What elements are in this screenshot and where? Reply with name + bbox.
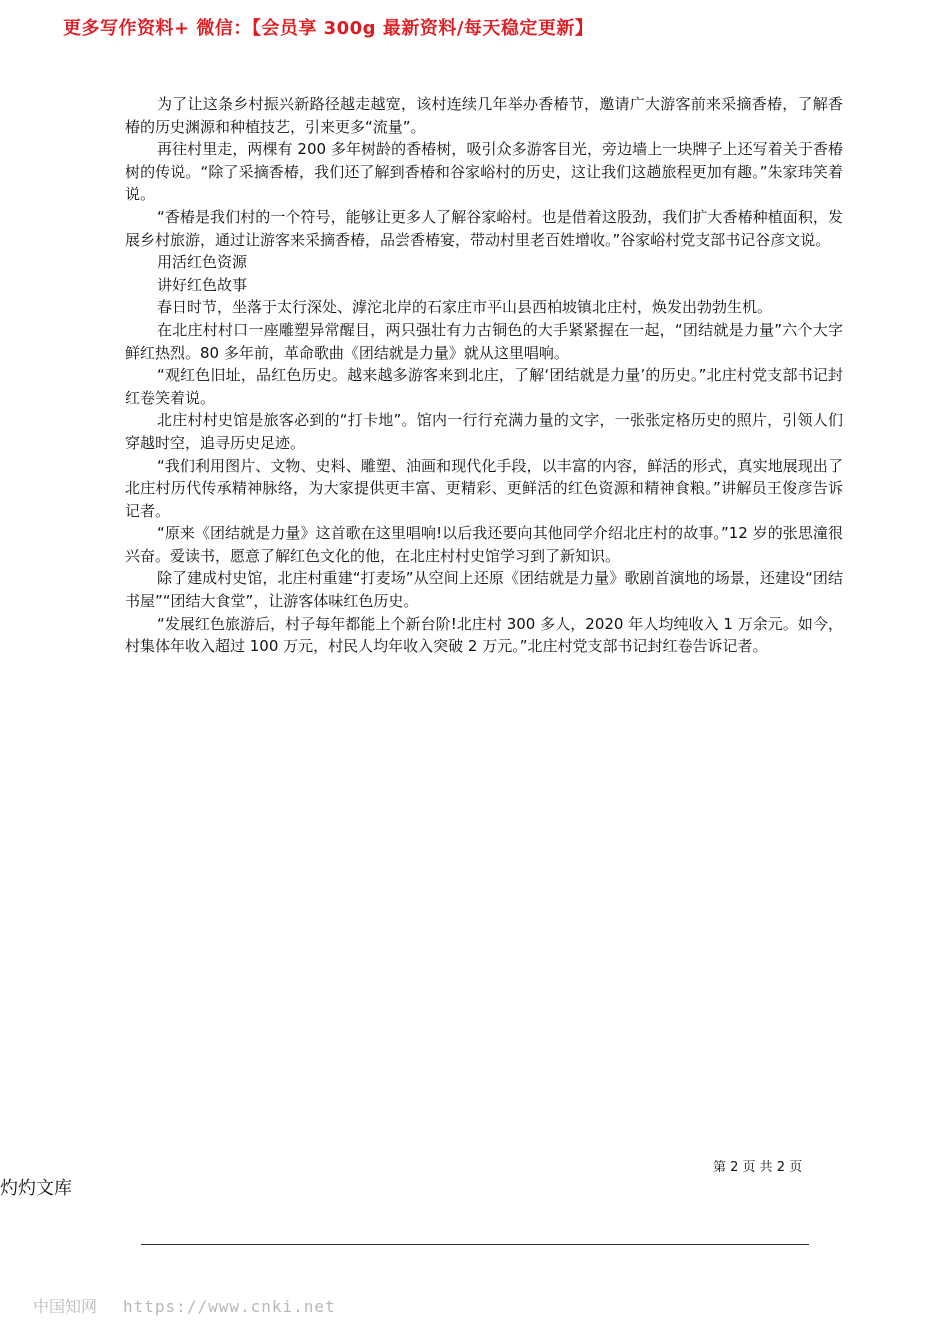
- watermark-name: 中国知网: [33, 1297, 98, 1316]
- section-heading: 用活红色资源: [157, 253, 248, 272]
- paragraph: 在北庄村村口一座雕塑异常醒目，两只强壮有力古铜色的大手紧紧握在一起，“团结就是力量”六个大字鲜红热烈。80 多年前，革命歌曲《团结就是力量》就从这里唱响。: [125, 320, 843, 362]
- article-body: [125, 93, 843, 658]
- paragraph: “发展红色旅游后，村子每年都能上个新台阶!北庄村 300 多人，2020 年人均纯收入 1 万余元。如今，村集体年收入超过 100 万元，村民人均年收入突破 2 万元。”北庄村党支部书记封红卷告诉记者。: [125, 614, 843, 656]
- watermark-url: https://www.cnki.net: [123, 1297, 336, 1316]
- page-number: 第 2 页 共 2 页: [713, 1160, 803, 1175]
- paragraph: 除了建成村史馆，北庄村重建“打麦场”从空间上还原《团结就是力量》歌剧首演地的场景，还建设“团结书屋”“团结大食堂”，让游客体味红色历史。: [125, 569, 843, 611]
- paragraph: “原来《团结就是力量》这首歌在这里唱响!以后我还要向其他同学介绍北庄村的故事。”12 岁的张思潼很兴奋。爱读书，愿意了解红色文化的他，在北庄村村史馆学习到了新知识。: [125, 524, 843, 565]
- paragraph: 为了让这条乡村振兴新路径越走越宽，该村连续几年举办香椿节，邀请广大游客前来采摘香椿，了解香椿的历史渊源和种植技艺，引来更多“流量”。: [125, 95, 843, 136]
- paragraph: 再往村里走，两棵有 200 多年树龄的香椿树，吸引众多游客目光，旁边墙上一块牌子上还写着关于香椿树的传说。“除了采摘香椿，我们还了解到香椿和谷家峪村的历史，这让我们这趟旅程更加有趣。”朱家玮笑着说。: [125, 140, 843, 204]
- footer-divider: [141, 1244, 809, 1245]
- section-heading: 讲好红色故事: [157, 275, 248, 294]
- cnki-watermark: [33, 1294, 336, 1317]
- paragraph: “观红色旧址，品红色历史。越来越多游客来到北庄，了解‘团结就是力量’的历史。”北庄村党支部书记封红卷笑着说。: [125, 366, 843, 407]
- paragraph: “我们利用图片、文物、史料、雕塑、油画和现代化手段，以丰富的内容，鲜活的形式，真实地展现出了北庄村历代传承精神脉络，为大家提供更丰富、更精彩、更鲜活的红色资源和精神食粮。”讲解员王俊彦告诉记者。: [125, 456, 843, 520]
- paragraph: 北庄村村史馆是旅客必到的“打卡地”。馆内一行行充满力量的文字，一张张定格历史的照片，引领人们穿越时空，追寻历史足迹。: [125, 411, 843, 452]
- library-name: 灼灼文库: [0, 1178, 72, 1199]
- paragraph: 春日时节，坐落于太行深处、滹沱北岸的石家庄市平山县西柏坡镇北庄村，焕发出勃勃生机。: [157, 298, 773, 317]
- promo-banner: 更多写作资料+ 微信：【会员享 300g 最新资料/每天稳定更新】: [63, 18, 594, 39]
- paragraph: “香椿是我们村的一个符号，能够让更多人了解谷家峪村。也是借着这股劲，我们扩大香椿种植面积，发展乡村旅游，通过让游客来采摘香椿，品尝香椿宴，带动村里老百姓增收。”谷家峪村党支部书记谷彦文说。: [125, 207, 843, 249]
